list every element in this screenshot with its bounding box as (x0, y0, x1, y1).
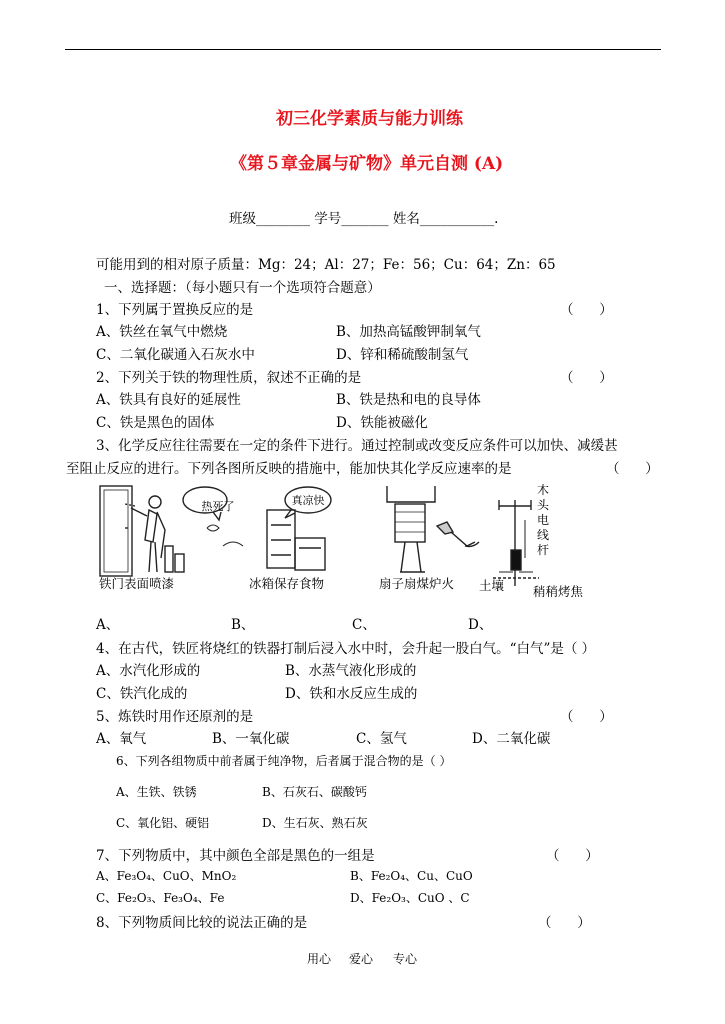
q3-stem-line2: 至阻止反应的进行。下列各图所反映的措施中，能加快其化学反应速率的是 (66, 461, 512, 477)
footer-item-1: 用心 (307, 952, 332, 966)
q7-option-b: B、Fe₂O₄、Cu、CuO (350, 869, 473, 883)
caption-stove: 扇子扇煤炉火 (379, 576, 455, 591)
q5-option-c: C、氢气 (356, 731, 407, 747)
q7-option-a: A、Fe₃O₄、CuO、MnO₂ (96, 869, 237, 883)
pole-label-4: 线 (537, 528, 550, 542)
q5-answer-paren: （ ） (560, 709, 613, 725)
q2-answer-paren: （ ） (560, 370, 613, 386)
q3-option-c: C、 (352, 617, 376, 633)
q4-option-a: A、水汽化形成的 (96, 663, 201, 679)
bubble-cool: 真凉快 (291, 494, 325, 507)
q4-option-b: B、水蒸气液化形成的 (285, 663, 417, 679)
q6-option-a: A、生铁、铁锈 (116, 785, 197, 799)
q4-stem: 4、在古代，铁匠将烧红的铁器打制后浸入水中时，会升起一股白气。“白气”是（ ） (96, 641, 596, 657)
q2-stem: 2、下列关于铁的物理性质，叙述不正确的是 (96, 370, 362, 386)
q3-option-a: A、 (96, 617, 120, 633)
title-2: 《第５章金属与矿物》单元自测 (A) (230, 154, 504, 174)
q6-option-c: C、氧化铝、硬铝 (116, 816, 210, 830)
q2-option-a: A、铁具有良好的延展性 (96, 392, 241, 408)
bubble-hot: 热死了 (201, 500, 235, 513)
q3-stem-line1: 3、化学反应往往需要在一定的条件下进行。通过控制或改变反应条件可以加快、减缓甚 (96, 438, 618, 454)
q6-option-b: B、石灰石、碳酸钙 (262, 785, 367, 799)
q7-answer-paren: （ ） (546, 848, 599, 864)
pole-label-3: 电 (537, 513, 550, 527)
header-rule (65, 49, 661, 50)
pole-label-5: 杆 (537, 543, 550, 557)
q1-option-b: B、加热高锰酸钾制氧气 (336, 324, 481, 340)
q1-stem: 1、下列属于置换反应的是 (96, 302, 254, 318)
footer-item-2: 爱心 (349, 952, 374, 966)
q8-stem: 8、下列物质间比较的说法正确的是 (96, 915, 308, 931)
section-heading: 一、选择题：（每小题只有一个选项符合题意） (104, 280, 381, 296)
q4-option-d: D、铁和水反应生成的 (285, 686, 418, 702)
q6-option-d: D、生石灰、熟石灰 (262, 816, 368, 830)
atomic-masses: 可能用到的相对原子质量：Mg：24；Al：27；Fe：56；Cu：64；Zn：65 (96, 257, 556, 273)
q2-option-d: D、铁能被磁化 (336, 415, 428, 431)
q5-option-b: B、一氧化碳 (212, 731, 290, 747)
q4-option-c: C、铁汽化成的 (96, 686, 188, 702)
q8-answer-paren: （ ） (538, 915, 591, 931)
q2-option-b: B、铁是热和电的良导体 (336, 392, 481, 408)
q5-stem: 5、炼铁时用作还原剂的是 (96, 709, 254, 725)
q3-option-d: D、 (468, 617, 493, 633)
q6-stem: 6、下列各组物质中前者属于纯净物，后者属于混合物的是（ ） (116, 754, 452, 768)
pole-label-2: 头 (537, 498, 550, 512)
q1-option-c: C、二氧化碳通入石灰水中 (96, 347, 255, 363)
q1-answer-paren: （ ） (560, 302, 613, 318)
q3-answer-paren: （ ） (606, 461, 659, 477)
q1-option-a: A、铁丝在氧气中燃烧 (96, 324, 228, 340)
q7-stem: 7、下列物质中，其中颜色全部是黑色的一组是 (96, 848, 375, 864)
q5-option-d: D、二氧化碳 (472, 731, 551, 747)
caption-charred: 稍稍烤焦 (533, 584, 584, 599)
painting-door-illustration (100, 486, 184, 576)
q5-option-a: A、氧气 (96, 731, 147, 747)
stove-and-fan-illustration (387, 486, 479, 572)
wooden-pole-illustration (493, 500, 539, 586)
q2-option-c: C、铁是黑色的固体 (96, 415, 215, 431)
q7-option-c: C、Fe₂O₃、Fe₃O₄、Fe (96, 891, 225, 905)
q7-option-d: D、Fe₂O₃、CuO 、C (350, 891, 470, 905)
pole-label-1: 木 (537, 483, 550, 497)
student-info-line: 班级________ 学号_______ 姓名___________. (229, 211, 499, 227)
title-1: 初三化学素质与能力训练 (276, 109, 463, 129)
q1-option-d: D、锌和稀硫酸制氢气 (336, 347, 469, 363)
footer-item-3: 专心 (393, 952, 418, 966)
caption-fridge: 冰箱保存食物 (249, 576, 325, 591)
caption-soil: 土壤 (479, 578, 505, 593)
caption-door: 铁门表面喷漆 (99, 576, 175, 591)
q3-figure (95, 480, 595, 606)
q3-option-b: B、 (231, 617, 255, 633)
